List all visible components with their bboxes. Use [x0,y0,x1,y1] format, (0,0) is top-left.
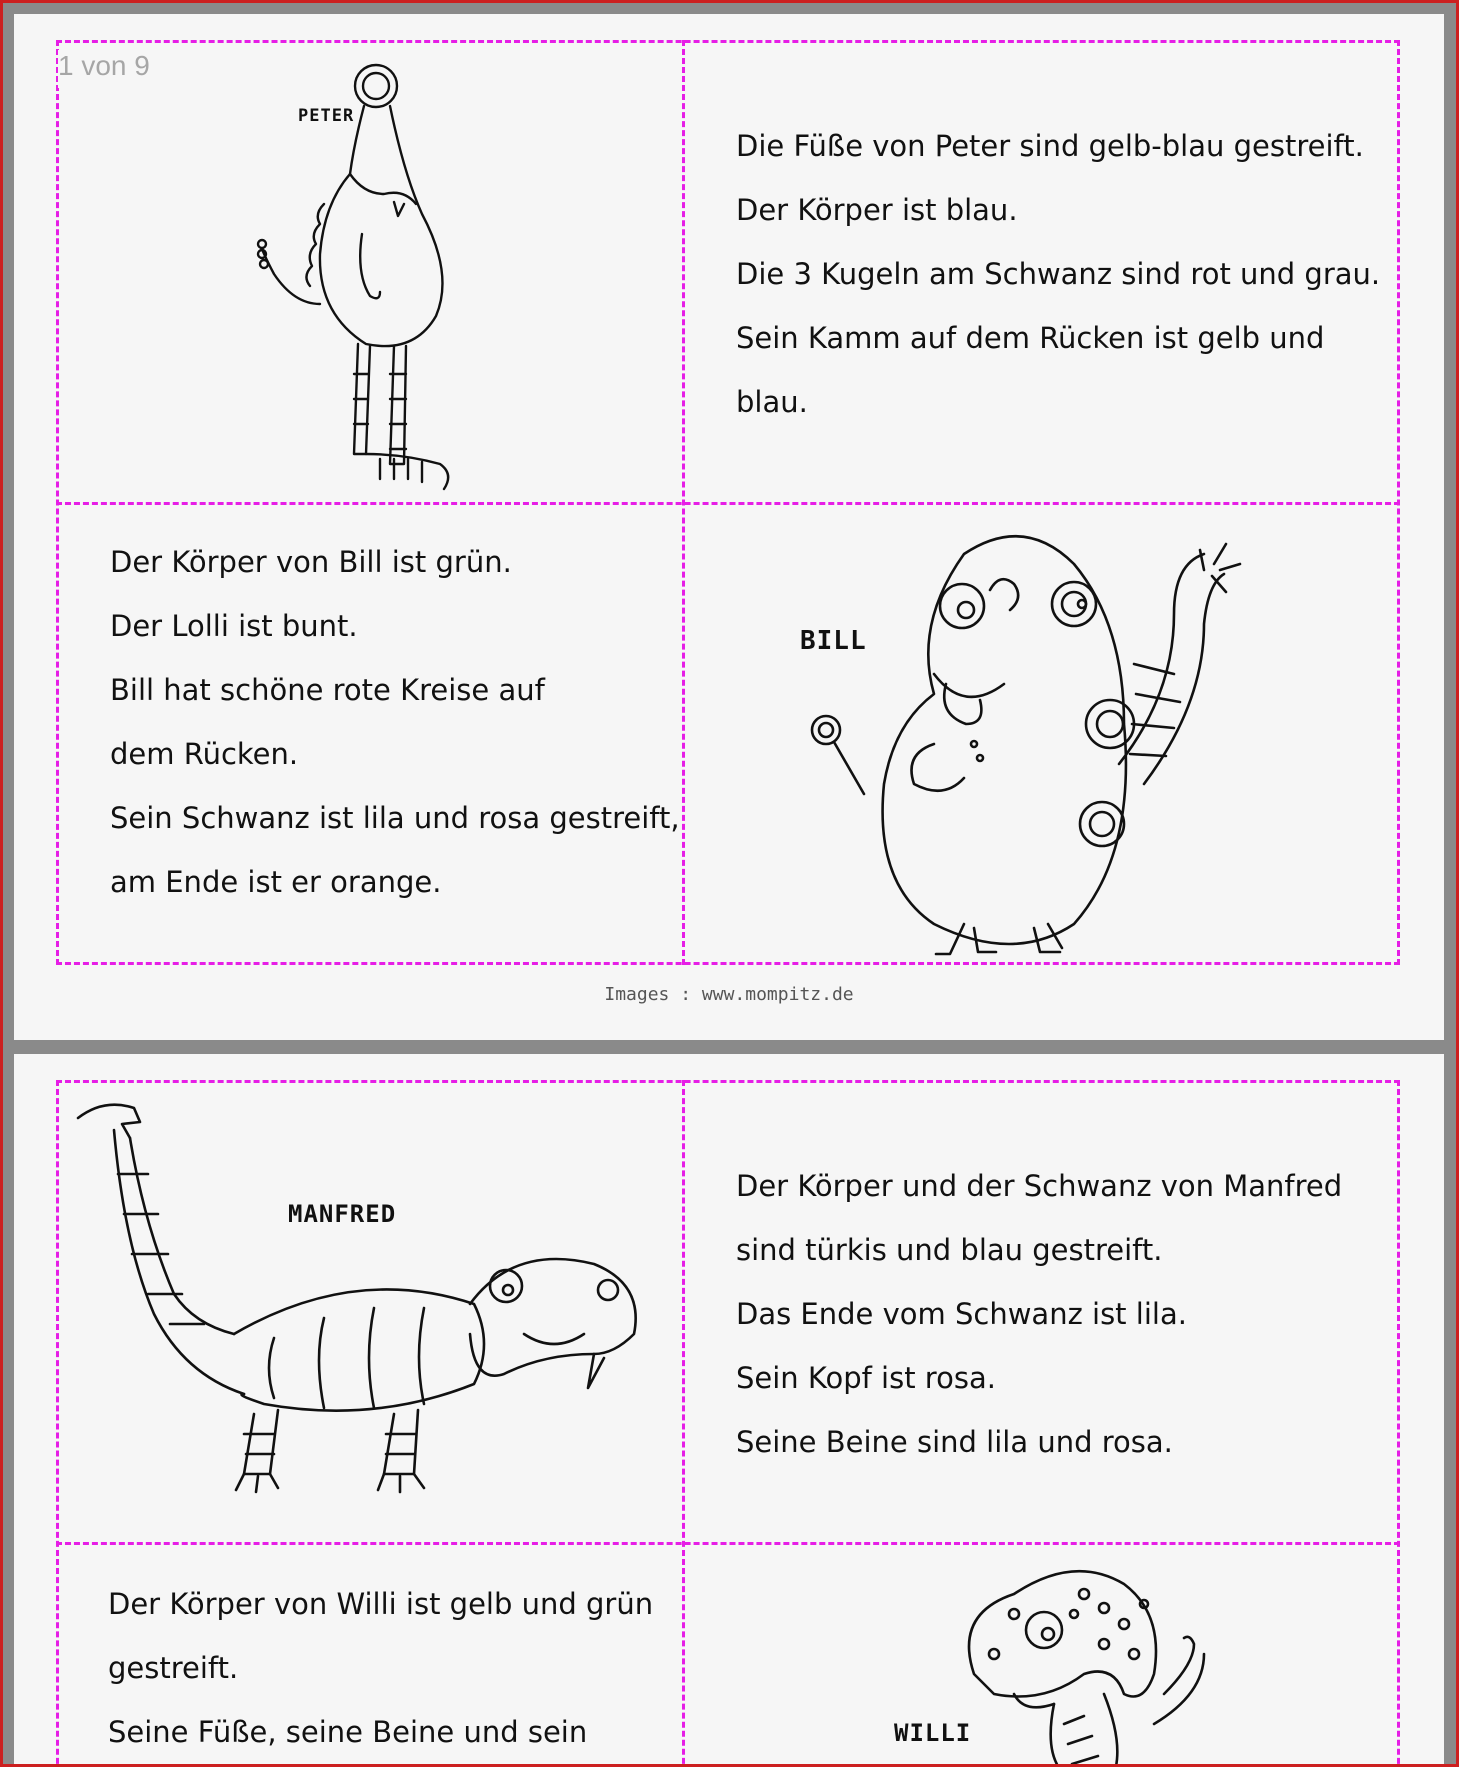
willi-label: WILLI [894,1719,972,1747]
cut-line [682,40,685,965]
peter-description [736,114,1380,434]
cut-line [1397,40,1400,965]
text-line: Der Körper ist blau. [736,193,1018,227]
text-line: Sein Kopf ist rosa. [736,1361,996,1395]
bill-label: BILL [800,626,867,656]
text-line: Seine Beine sind lila und rosa. [736,1425,1173,1459]
text-line: Das Ende vom Schwanz ist lila. [736,1297,1187,1331]
manfred-illustration [74,1094,674,1514]
text-line: am Ende ist er orange. [110,865,442,899]
text-line: gestreift. [108,1651,239,1685]
peter-label: PETER [298,106,355,126]
cut-line [1397,1080,1400,1767]
text-line: dem Rücken. [110,737,299,771]
cut-line [56,1080,1400,1083]
text-line: Bill hat schöne rote Kreise auf [110,673,545,707]
text-line: blau. [736,385,808,419]
text-line: Seine Füße, seine Beine und sein [108,1715,588,1749]
text-line: Der Körper von Willi ist gelb und grün [108,1587,654,1621]
cut-line [56,502,1400,505]
image-credit: Images : www.mompitz.de [604,984,854,1005]
document-page-1[interactable] [14,14,1444,1040]
text-line: Der Körper und der Schwanz von Manfred [736,1169,1343,1203]
manfred-description [736,1154,1342,1474]
willi-description [108,1572,653,1764]
cut-line [56,1080,59,1767]
document-page-2[interactable] [14,1054,1444,1767]
cut-line [56,1542,1400,1545]
cut-line [682,1080,685,1767]
text-line: Die Füße von Peter sind gelb-blau gestreift. [736,129,1364,163]
text-line: Der Körper von Bill ist grün. [110,545,512,579]
text-line: Die 3 Kugeln am Schwanz sind rot und grau. [736,257,1381,291]
text-line: Sein Schwanz ist lila und rosa gestreift, [110,801,680,835]
willi-illustration [954,1554,1254,1767]
bill-illustration [874,524,1294,964]
manfred-label: MANFRED [288,1200,397,1228]
bill-description [110,530,680,914]
cut-line [56,40,1400,43]
text-line: Sein Kamm auf dem Rücken ist gelb und [736,321,1325,355]
peter-illustration [254,54,514,494]
cut-line [56,40,59,965]
page-counter: 1 von 9 [58,50,160,88]
text-line: Der Lolli ist bunt. [110,609,358,643]
text-line: sind türkis und blau gestreift. [736,1233,1163,1267]
